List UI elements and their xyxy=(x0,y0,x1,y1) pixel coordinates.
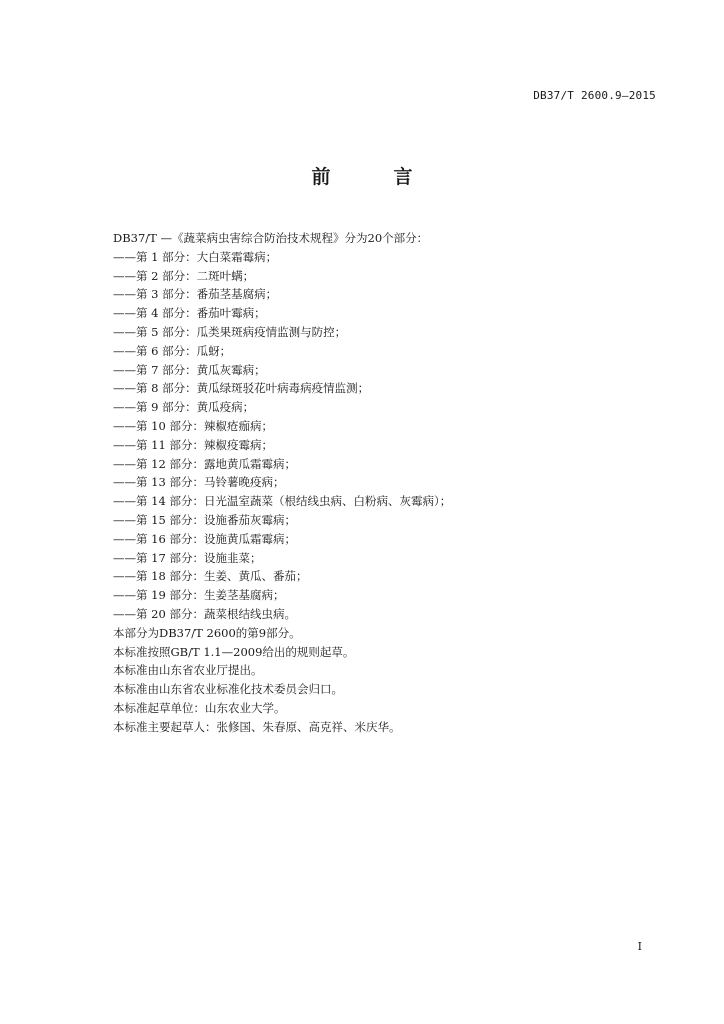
part-list-item: ——第 8 部分：黄瓜绿斑驳花叶病毒病疫情监测； xyxy=(113,381,370,396)
statement-line: 本标准由山东省农业标准化技术委员会归口。 xyxy=(113,682,343,697)
part-list-item: ——第 6 部分：瓜蚜； xyxy=(113,343,232,358)
part-list-item: ——第 3 部分：番茄茎基腐病； xyxy=(113,287,278,302)
part-list-item: ——第 9 部分：黄瓜疫病； xyxy=(113,400,255,415)
part-list-item: ——第 11 部分：辣椒疫霉病； xyxy=(113,437,273,452)
page-number: I xyxy=(637,940,642,953)
document-code: DB37/T 2600.9—2015 xyxy=(533,89,656,102)
intro-line: DB37/T —《蔬菜病虫害综合防治技术规程》分为20个部分： xyxy=(113,231,429,245)
part-list-item: ——第 12 部分：露地黄瓜霜霉病； xyxy=(113,456,296,471)
page-title: 前 言 xyxy=(311,166,435,188)
part-list-item: ——第 13 部分：马铃薯晚疫病； xyxy=(113,475,285,490)
part-list-item: ——第 20 部分：蔬菜根结线虫病。 xyxy=(113,606,296,621)
part-list-item: ——第 2 部分：二斑叶螨； xyxy=(113,268,255,283)
statement-line: 本标准由山东省农业厅提出。 xyxy=(113,663,263,678)
part-list-item: ——第 7 部分：黄瓜灰霉病； xyxy=(113,362,266,377)
part-list-item: ——第 1 部分：大白菜霜霉病； xyxy=(113,249,278,264)
part-list-item: ——第 16 部分：设施黄瓜霜霉病； xyxy=(113,531,296,546)
part-list-item: ——第 17 部分：设施韭菜； xyxy=(113,550,262,565)
part-list-item: ——第 4 部分：番茄叶霉病； xyxy=(113,306,266,321)
preface-body xyxy=(113,229,673,737)
part-list-item: ——第 18 部分：生姜、黄瓜、番茄； xyxy=(113,569,308,584)
statement-line: 本标准主要起草人：张修国、朱春原、高克祥、米庆华。 xyxy=(113,719,401,734)
part-list-item: ——第 10 部分：辣椒疮痂病； xyxy=(113,418,273,433)
part-list-item: ——第 14 部分：日光温室蔬菜（根结线虫病、白粉病、灰霉病）； xyxy=(113,494,452,509)
part-list-item: ——第 19 部分：生姜茎基腐病； xyxy=(113,588,285,603)
statement-line: 本标准起草单位：山东农业大学。 xyxy=(113,700,286,715)
statement-line: 本部分为DB37/T 2600的第9部分。 xyxy=(113,625,301,640)
part-list-item: ——第 15 部分：设施番茄灰霉病； xyxy=(113,512,296,527)
part-list-item: ——第 5 部分：瓜类果斑病疫情监测与防控； xyxy=(113,324,347,339)
statement-line: 本标准按照GB/T 1.1—2009给出的规则起草。 xyxy=(113,644,355,659)
